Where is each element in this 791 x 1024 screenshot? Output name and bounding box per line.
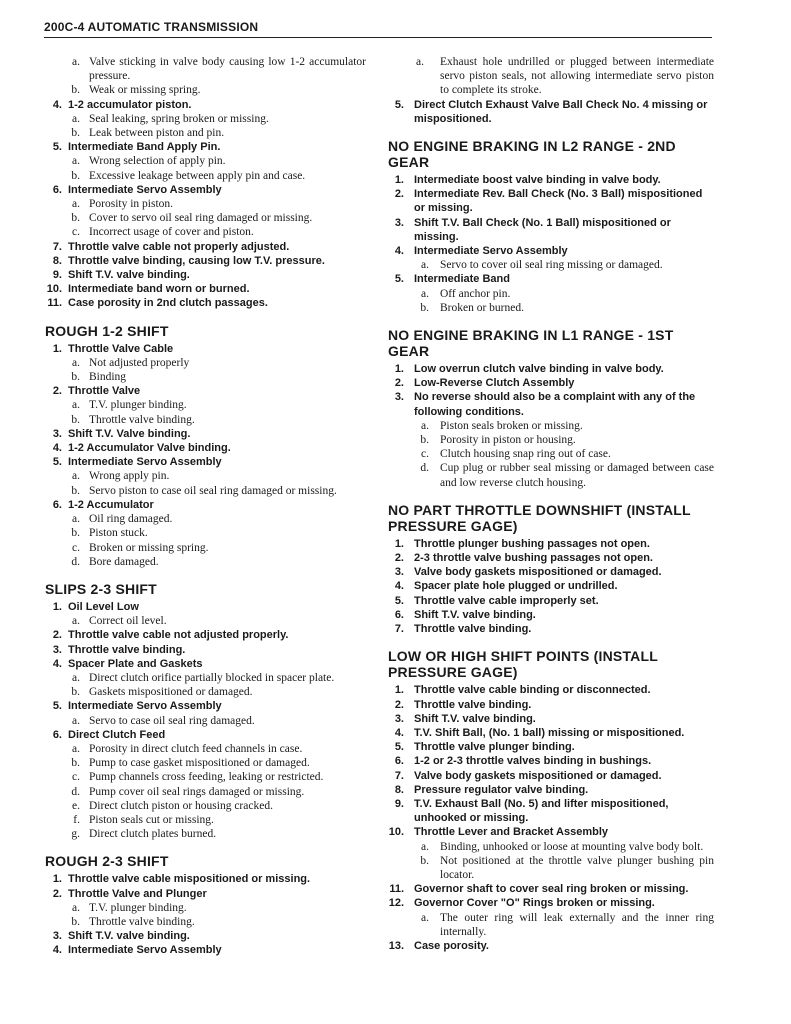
item-marker: a. [72, 901, 80, 914]
item-text: Intermediate band worn or burned. [68, 283, 250, 296]
item-text: The outer ring will leak externally and the inner ring internally. [440, 911, 714, 938]
section-heading: SLIPS 2-3 SHIFT [45, 580, 157, 597]
list-item [388, 622, 714, 636]
item-text: Intermediate Servo Assembly [414, 245, 568, 258]
list-item [44, 441, 366, 455]
sub-list-item [44, 154, 366, 168]
item-text: Incorrect usage of cover and piston. [89, 226, 254, 239]
item-marker: 10. [388, 826, 404, 839]
item-text: Pump to case gasket mispositioned or damaged. [89, 757, 310, 770]
item-text: Throttle valve binding. [89, 413, 195, 426]
item-text: Porosity in piston or housing. [440, 434, 576, 447]
section-heading: NO ENGINE BRAKING IN L2 RANGE - 2ND GEAR [388, 138, 676, 171]
item-text: Shift T.V. valve binding. [414, 712, 536, 725]
item-marker: a. [421, 259, 429, 272]
list-item [388, 783, 714, 797]
item-marker: b. [71, 915, 80, 928]
item-text: Shift T.V. Ball Check (No. 1 Ball) mispositioned or missing. [414, 216, 671, 243]
item-marker: 5. [394, 741, 404, 754]
section-heading: NO ENGINE BRAKING IN L1 RANGE - 1ST GEAR [388, 327, 674, 360]
list-item [388, 825, 714, 839]
item-text: Excessive leakage between apply pin and case. [89, 169, 306, 182]
left-column [44, 55, 366, 958]
list-item [44, 600, 366, 614]
sub-list-item [388, 258, 714, 272]
item-marker: 4. [52, 944, 62, 957]
item-text: Throttle valve cable binding or disconnected. [414, 684, 651, 697]
item-marker: 4. [52, 657, 62, 670]
sub-list-item [44, 413, 366, 427]
item-marker: a. [421, 911, 429, 924]
item-marker: a. [72, 56, 80, 68]
item-marker: 3. [394, 391, 404, 404]
section-heading: ROUGH 1-2 SHIFT [45, 322, 169, 339]
list-item [44, 498, 366, 512]
item-text: Intermediate Band [414, 273, 510, 286]
item-marker: 1. [394, 174, 404, 187]
sub-list-item [44, 211, 366, 225]
item-marker: 13. [388, 939, 404, 952]
list-item [388, 754, 714, 768]
item-text: Governor Cover "O" Rings broken or missing. [414, 897, 655, 910]
sub-list-item [388, 840, 714, 854]
item-text: Throttle valve binding. [414, 698, 532, 711]
sub-list-item [44, 685, 366, 699]
sub-list-item [44, 169, 366, 183]
item-marker: 6. [52, 183, 62, 196]
item-text: T.V. plunger binding. [89, 399, 187, 412]
item-text: Valve body gaskets mispositioned or damaged. [414, 769, 662, 782]
item-marker: b. [71, 484, 80, 497]
list-item [388, 362, 714, 376]
item-text: Direct clutch orifice partially blocked in spacer plate. [89, 671, 335, 684]
sub-list-item [44, 356, 366, 370]
item-text: Governor shaft to cover seal ring broken or missing. [414, 883, 689, 896]
list-item [44, 657, 366, 671]
item-marker: c. [421, 448, 429, 461]
sub-list-item [44, 714, 366, 728]
sub-list-item [44, 671, 366, 685]
list-item [388, 608, 714, 622]
list-item [388, 740, 714, 754]
item-marker: b. [71, 169, 80, 182]
sub-list-item [44, 915, 366, 929]
item-marker: 2. [394, 698, 404, 711]
list-item [388, 244, 714, 258]
item-text: No reverse should also be a complaint with any of the following conditions. [414, 391, 696, 418]
item-marker: 2. [394, 552, 404, 565]
item-text: Throttle valve cable not properly adjusted. [68, 240, 290, 253]
item-marker: 12. [388, 897, 404, 910]
item-marker: 10. [46, 283, 62, 296]
item-marker: a. [416, 56, 424, 68]
item-text: Valve body gaskets mispositioned or damaged. [414, 566, 662, 579]
item-text: Clutch housing snap ring out of case. [440, 448, 611, 461]
item-marker: b. [71, 127, 80, 140]
list-item [44, 296, 366, 310]
item-text: Case porosity. [414, 939, 489, 952]
item-marker: 2. [394, 377, 404, 390]
list-item [44, 140, 366, 154]
item-text: T.V. plunger binding. [89, 901, 187, 914]
sub-list-item [44, 901, 366, 915]
item-text: Intermediate Servo Assembly [68, 944, 222, 957]
item-text: Wrong apply pin. [89, 470, 170, 483]
item-marker: 4. [52, 98, 62, 111]
item-marker: a. [421, 287, 429, 300]
list-item [44, 872, 366, 886]
list-item [44, 282, 366, 296]
item-marker: 6. [52, 498, 62, 511]
item-text: Intermediate Servo Assembly [68, 456, 222, 469]
item-marker: b. [71, 84, 80, 97]
item-text: Intermediate Servo Assembly [68, 183, 222, 196]
item-text: Porosity in direct clutch feed channels in case. [89, 742, 303, 755]
item-text: Shift T.V. valve binding. [414, 608, 536, 621]
list-item [388, 882, 714, 896]
item-marker: b. [71, 527, 80, 540]
list-item [388, 939, 714, 953]
list-item [388, 698, 714, 712]
item-marker: a. [421, 419, 429, 432]
list-item [44, 643, 366, 657]
item-text: Piston stuck. [89, 527, 148, 540]
sub-list-item [44, 541, 366, 555]
item-marker: c. [72, 541, 80, 554]
right-column [388, 55, 714, 953]
item-text: Valve sticking in valve body causing low 1-2 accumulator pressure. [89, 56, 366, 83]
item-text: Shift T.V. Valve binding. [68, 427, 191, 440]
item-marker: a. [72, 615, 80, 628]
page-header: 200C-4 AUTOMATIC TRANSMISSION [44, 20, 259, 34]
list-item [44, 929, 366, 943]
list-item [388, 98, 714, 126]
item-marker: b. [420, 434, 429, 447]
item-marker: a. [72, 155, 80, 168]
item-text: Broken or burned. [440, 301, 524, 314]
item-text: Throttle Valve and Plunger [68, 887, 207, 900]
item-text: 1-2 Accumulator Valve binding. [68, 442, 231, 455]
sub-list-item [388, 461, 714, 489]
list-item [44, 240, 366, 254]
sub-list-item [388, 447, 714, 461]
item-marker: b. [71, 757, 80, 770]
item-marker: a. [72, 399, 80, 412]
item-marker: 9. [394, 797, 404, 810]
item-text: Throttle Valve Cable [68, 342, 174, 355]
item-marker: d. [71, 555, 80, 568]
item-marker: g. [71, 828, 80, 841]
sub-list-item [44, 555, 366, 569]
list-item [388, 579, 714, 593]
list-item [388, 272, 714, 286]
sub-list-item [388, 55, 714, 98]
item-text: Gaskets mispositioned or damaged. [89, 686, 253, 699]
sub-list-item [44, 742, 366, 756]
item-text: Low overrun clutch valve binding in valve body. [414, 363, 664, 376]
item-marker: 1. [52, 873, 62, 886]
sub-list-item [44, 785, 366, 799]
item-marker: 5. [394, 273, 404, 286]
list-item [388, 390, 714, 418]
list-item [44, 427, 366, 441]
sub-list-item [44, 55, 366, 83]
item-marker: 3. [394, 566, 404, 579]
item-text: Porosity in piston. [89, 198, 174, 211]
item-marker: a. [72, 671, 80, 684]
sub-list-item [388, 287, 714, 301]
item-text: Intermediate Band Apply Pin. [68, 141, 221, 154]
item-marker: 4. [52, 442, 62, 455]
item-marker: 11. [47, 297, 62, 310]
sub-list-item [44, 83, 366, 97]
item-marker: 5. [394, 594, 404, 607]
item-marker: 2. [52, 385, 62, 398]
item-marker: c. [72, 771, 80, 784]
list-item [388, 769, 714, 783]
list-item [388, 565, 714, 579]
item-text: Exhaust hole undrilled or plugged between intermediate servo piston seals, not allowing intermediate servo piston to complete its stroke. [440, 56, 714, 97]
sub-list-item [44, 225, 366, 239]
item-marker: 2. [394, 188, 404, 201]
list-item [388, 537, 714, 551]
list-item [44, 342, 366, 356]
list-item [44, 268, 366, 282]
sub-list-item [44, 469, 366, 483]
item-marker: f. [73, 813, 80, 826]
sub-list-item [388, 854, 714, 882]
item-marker: 1. [394, 684, 404, 697]
sub-list-item [44, 799, 366, 813]
item-marker: a. [72, 513, 80, 526]
list-item [388, 712, 714, 726]
item-text: Throttle valve binding. [414, 623, 532, 636]
item-marker: 11. [389, 883, 404, 896]
item-marker: 3. [52, 930, 62, 943]
sub-list-item [44, 526, 366, 540]
sub-list-item [44, 770, 366, 784]
list-item [388, 683, 714, 697]
item-marker: c. [72, 226, 80, 239]
item-marker: 5. [52, 700, 62, 713]
item-marker: 1. [394, 363, 404, 376]
sub-list-item [44, 398, 366, 412]
item-text: 1-2 or 2-3 throttle valves binding in bushings. [414, 755, 652, 768]
item-text: Throttle valve binding. [68, 643, 186, 656]
sub-list-item [44, 126, 366, 140]
list-item [388, 216, 714, 244]
list-item [44, 728, 366, 742]
item-text: Servo to cover oil seal ring missing or damaged. [440, 259, 663, 272]
item-marker: 1. [394, 537, 404, 550]
item-text: Piston seals broken or missing. [440, 419, 583, 432]
item-text: Correct oil level. [89, 615, 167, 628]
sub-list-item [388, 433, 714, 447]
item-text: Throttle valve binding. [89, 915, 195, 928]
item-marker: b. [71, 371, 80, 384]
item-text: Spacer plate hole plugged or undrilled. [414, 580, 618, 593]
item-text: T.V. Exhaust Ball (No. 5) and lifter mispositioned, unhooked or missing. [414, 797, 669, 825]
sub-list-item [44, 614, 366, 628]
sub-list-item [44, 370, 366, 384]
item-marker: 5. [52, 456, 62, 469]
list-item [388, 726, 714, 740]
item-text: Weak or missing spring. [89, 84, 201, 97]
item-text: Spacer Plate and Gaskets [68, 657, 203, 670]
item-marker: a. [72, 742, 80, 755]
item-text: Off anchor pin. [440, 287, 511, 300]
item-marker: a. [72, 470, 80, 483]
header-rule [44, 37, 712, 38]
item-text: Bore damaged. [89, 555, 159, 568]
item-marker: 5. [52, 141, 62, 154]
item-text: Cover to servo oil seal ring damaged or missing. [89, 212, 313, 225]
item-marker: a. [421, 840, 429, 853]
sub-list-item [388, 911, 714, 939]
item-text: Intermediate Rev. Ball Check (No. 3 Ball) mispositioned or missing. [414, 188, 703, 215]
section-heading: NO PART THROTTLE DOWNSHIFT (INSTALL PRESSURE GAGE) [388, 501, 691, 534]
item-marker: 7. [52, 240, 62, 253]
sub-list-item [388, 301, 714, 315]
item-marker: b. [71, 212, 80, 225]
list-item [44, 254, 366, 268]
list-item [44, 943, 366, 957]
item-text: Throttle Lever and Bracket Assembly [414, 826, 608, 839]
item-text: Binding [89, 371, 127, 384]
sub-list-item [44, 197, 366, 211]
item-text: Wrong selection of apply pin. [89, 155, 226, 168]
list-item [44, 699, 366, 713]
list-item [44, 455, 366, 469]
item-text: Direct Clutch Feed [68, 728, 166, 741]
list-item [388, 551, 714, 565]
item-text: Servo to case oil seal ring damaged. [89, 714, 255, 727]
item-marker: b. [420, 854, 429, 867]
item-text: Leak between piston and pin. [89, 127, 225, 140]
item-text: Throttle valve cable mispositioned or missing. [68, 873, 311, 886]
item-marker: 9. [52, 269, 62, 282]
item-text: Cup plug or rubber seal missing or damaged between case and low reverse clutch housing. [440, 462, 714, 489]
sub-list-item [44, 756, 366, 770]
item-marker: 3. [394, 712, 404, 725]
item-marker: 7. [394, 623, 404, 636]
section-heading: ROUGH 2-3 SHIFT [45, 853, 169, 870]
list-item [388, 187, 714, 215]
list-item [44, 628, 366, 642]
item-text: Case porosity in 2nd clutch passages. [68, 297, 268, 310]
item-marker: 8. [52, 254, 62, 267]
item-text: Binding, unhooked or loose at mounting valve body bolt. [440, 840, 704, 853]
item-marker: e. [72, 799, 80, 812]
item-marker: a. [72, 112, 80, 125]
item-text: 1-2 Accumulator [68, 498, 154, 511]
list-item [388, 594, 714, 608]
item-marker: 3. [52, 643, 62, 656]
item-marker: b. [71, 686, 80, 699]
item-text: Intermediate boost valve binding in valve body. [414, 174, 661, 187]
item-text: Piston seals cut or missing. [89, 813, 214, 826]
item-marker: 2. [52, 629, 62, 642]
item-marker: a. [72, 198, 80, 211]
list-item [44, 384, 366, 398]
item-marker: 3. [52, 427, 62, 440]
item-text: Shift T.V. valve binding. [68, 930, 190, 943]
section-heading: LOW OR HIGH SHIFT POINTS (INSTALL PRESSURE GAGE) [388, 648, 658, 681]
item-text: Not positioned at the throttle valve plunger bushing pin locator. [440, 854, 714, 881]
item-text: Shift T.V. valve binding. [68, 269, 190, 282]
sub-list-item [44, 827, 366, 841]
list-item [388, 173, 714, 187]
item-text: Oil ring damaged. [89, 513, 173, 526]
item-text: 1-2 accumulator piston. [68, 98, 192, 111]
item-text: Direct Clutch Exhaust Valve Ball Check No. 4 missing or mispositioned. [414, 98, 708, 125]
item-marker: b. [71, 413, 80, 426]
list-item [44, 98, 366, 112]
item-marker: 2. [52, 887, 62, 900]
sub-list-item [44, 512, 366, 526]
item-marker: 6. [394, 608, 404, 621]
item-text: Throttle Valve [68, 385, 141, 398]
item-text: Seal leaking, spring broken or missing. [89, 112, 269, 125]
sub-list-item [388, 419, 714, 433]
item-text: Pressure regulator valve binding. [414, 783, 589, 796]
item-marker: d. [71, 785, 80, 798]
item-text: Throttle plunger bushing passages not open. [414, 537, 650, 550]
item-marker: 6. [394, 755, 404, 768]
item-text: Direct clutch plates burned. [89, 828, 217, 841]
item-marker: 5. [394, 98, 404, 111]
sub-list-item [44, 813, 366, 827]
item-text: Intermediate Servo Assembly [68, 700, 222, 713]
item-text: Servo piston to case oil seal ring damaged or missing. [89, 484, 337, 497]
list-item [388, 797, 714, 825]
item-text: 2-3 throttle valve bushing passages not open. [414, 552, 653, 565]
item-marker: 1. [52, 342, 62, 355]
item-text: Throttle valve cable improperly set. [414, 594, 599, 607]
list-item [44, 183, 366, 197]
sub-list-item [44, 112, 366, 126]
item-marker: d. [420, 462, 429, 475]
item-text: T.V. Shift Ball, (No. 1 ball) missing or mispositioned. [414, 726, 685, 739]
item-marker: a. [72, 714, 80, 727]
item-marker: 7. [394, 769, 404, 782]
item-marker: b. [420, 301, 429, 314]
item-text: Throttle valve binding, causing low T.V. pressure. [68, 254, 325, 267]
item-text: Low-Reverse Clutch Assembly [414, 377, 575, 390]
item-marker: 4. [394, 245, 404, 258]
item-text: Broken or missing spring. [89, 541, 209, 554]
item-marker: 4. [394, 726, 404, 739]
item-marker: 4. [394, 580, 404, 593]
list-item [388, 376, 714, 390]
item-text: Throttle valve cable not adjusted properly. [68, 629, 289, 642]
sub-list-item [44, 484, 366, 498]
list-item [44, 887, 366, 901]
item-marker: 3. [394, 216, 404, 229]
item-marker: 1. [52, 600, 62, 613]
item-marker: a. [72, 356, 80, 369]
item-text: Pump channels cross feeding, leaking or restricted. [89, 771, 324, 784]
item-text: Pump cover oil seal rings damaged or missing. [89, 785, 305, 798]
item-text: Not adjusted properly [89, 356, 190, 369]
list-item [388, 896, 714, 910]
item-marker: 8. [394, 783, 404, 796]
item-text: Oil Level Low [68, 600, 139, 613]
item-text: Direct clutch piston or housing cracked. [89, 799, 273, 812]
item-text: Throttle valve plunger binding. [414, 741, 575, 754]
item-marker: 6. [52, 728, 62, 741]
